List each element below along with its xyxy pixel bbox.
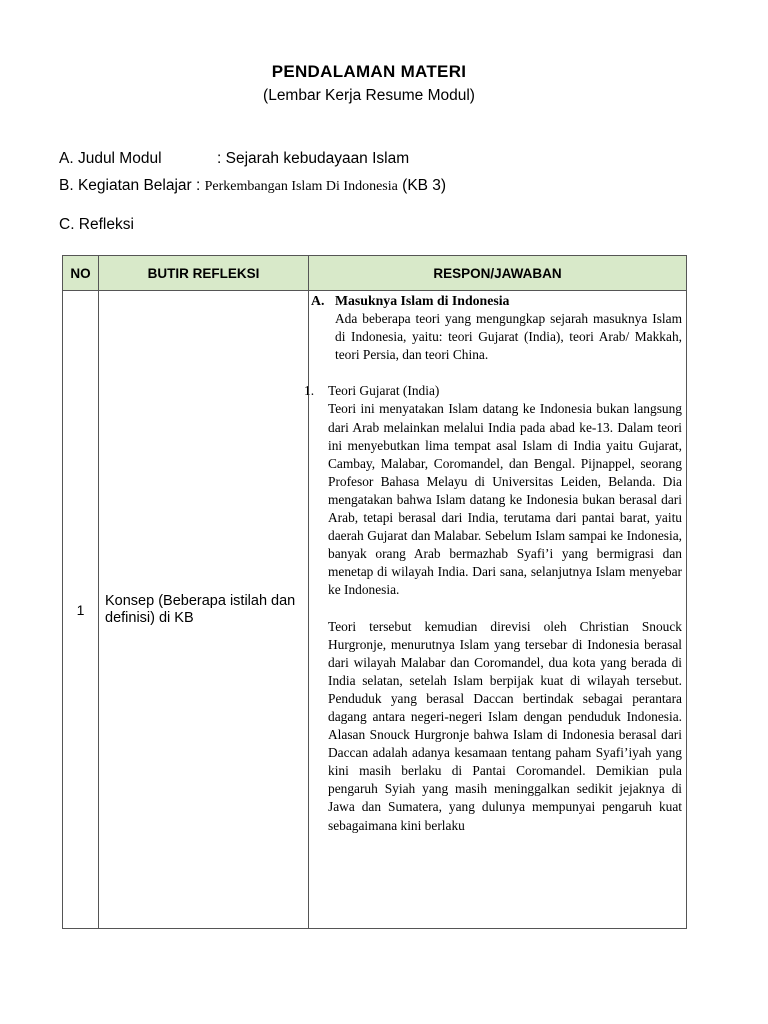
row-number: 1 (63, 291, 99, 929)
response-content (304, 292, 682, 928)
reflection-table (62, 255, 687, 929)
item-paragraph: Teori ini menyatakan Islam datang ke Indonesia bukan langsung dari Arab melainkan melalui India pada abad ke-13. Dalam teori ini menyebutkan lima tempat asal Islam di India yaitu Gujarat, Cambay, Malabar, Coromandel, dan Bengal. Pijnappel, seorang Profesor Bahasa Melayu di Universitas Leiden, Belanda. Dia mengatakan bahwa Islam datang ke Indonesia bukan berasal dari Arab, tetapi berasal dari India, terutama dari pantai barat, yaitu daerah Gujarat dan Malabar. Sebelum Islam sampai ke Indonesia, banyak orang Arab bermazhab Syafi’i yang bermigrasi dan menetap di wilayah India. Dari sana, selanjutnya Islam menyebar ke Indonesia. (328, 401, 682, 598)
section-refleksi-label: C. Refleksi (59, 216, 134, 233)
document-subtitle: (Lembar Kerja Resume Modul) (263, 87, 475, 104)
list-item (304, 382, 682, 834)
field-suffix: (KB 3) (397, 177, 447, 194)
item-paragraph: Teori tersebut kemudian direvisi oleh Christian Snouck Hurgronje, menurutnya Islam yang tersebar di Indonesia berasal dari wilayah Malabar dan Coromandel, dua kota yang berada di India selatan, setelah Islam berpijak kuat di wilayah tersebut. Penduduk yang berasal Daccan bertindak sebagai perantara dagang antara negeri-negeri Islam dengan penduduk Indonesia. Alasan Snouck Hurgronje bahwa Islam di Indonesia berasal dari Daccan adalah adanya kesamaan tentang paham Syafi’iyah yang kini masih berlaku di Pantai Coromandel. Demikian pula pengaruh Syiah yang masih meninggalkan sedikit jejaknya di Jawa dan Sumatera, yang dulunya mempunyai pengaruh kuat sebagaimana kini berlaku (328, 618, 682, 833)
field-separator: : (191, 177, 205, 194)
field-label: A. Judul Modul (59, 150, 162, 167)
section-a (311, 292, 682, 364)
item-number: 1. (304, 383, 315, 399)
section-heading (311, 292, 682, 310)
item-title: Teori Gujarat (India) (328, 383, 440, 399)
table-row (63, 291, 687, 929)
field-judul-modul (59, 150, 409, 168)
table-header-row (63, 256, 687, 291)
header-respon-jawaban: RESPON/JAWABAN (309, 256, 687, 291)
row-respon (304, 291, 687, 929)
field-label: B. Kegiatan Belajar (59, 177, 192, 194)
field-value: Perkembangan Islam Di Indonesia (204, 179, 398, 194)
document-title: PENDALAMAN MATERI (271, 62, 467, 81)
field-kegiatan-belajar (59, 177, 446, 195)
section-intro: Ada beberapa teori yang mengungkap sejarah masuknya Islam di Indonesia, yaitu: teori Gujarat (India), teori Arab/ Makkah, teori Persia, dan teori China. (335, 311, 682, 363)
field-value: : Sejarah kebudayaan Islam (217, 150, 410, 167)
section-letter: A. (311, 293, 325, 308)
header-butir-refleksi: BUTIR REFLEKSI (99, 256, 309, 291)
header-no: NO (63, 256, 99, 291)
section-title: Masuknya Islam di Indonesia (335, 293, 510, 308)
row-butir: Konsep (Beberapa istilah dan definisi) di KB (99, 291, 309, 929)
